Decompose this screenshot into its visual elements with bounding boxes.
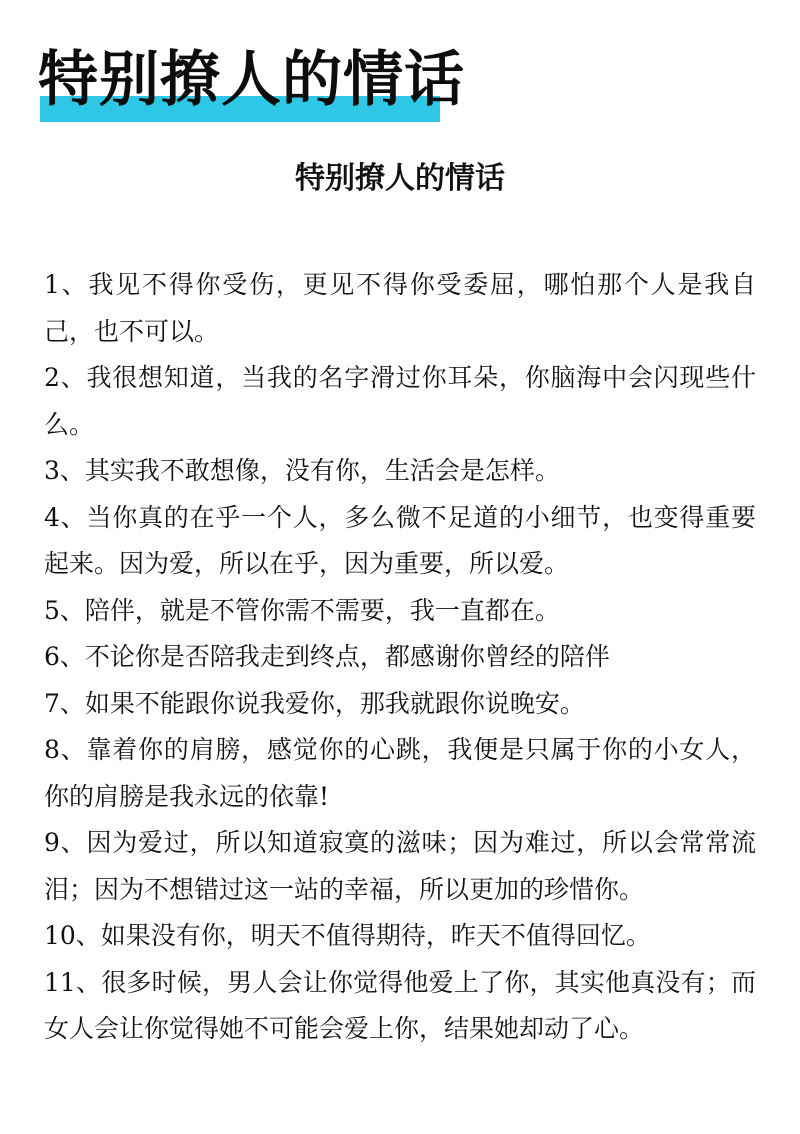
- list-item: 4、当你真的在乎一个人，多么微不足道的小细节，也变得重要起来。因为爱，所以在乎，因为重要，所以爱。: [44, 502, 756, 578]
- list-item: 5、陪伴，就是不管你需不需要，我一直都在。: [44, 595, 560, 625]
- list-item: 6、不论你是否陪我走到终点，都感谢你曾经的陪伴: [44, 642, 610, 671]
- list-item: 3、其实我不敢想像，没有你，生活会是怎样。: [44, 456, 560, 485]
- banner: [38, 44, 465, 128]
- document-title: 特别撩人的情话: [295, 161, 505, 196]
- list-item: 10、如果没有你，明天不值得期待，昨天不值得回忆。: [44, 921, 651, 950]
- list-item: 11、很多时候，男人会让你觉得他爱上了你，其实他真没有；而女人会让你觉得她不可能会爱上你，结果她却动了心。: [44, 967, 756, 1043]
- list-item: 2、我很想知道，当我的名字滑过你耳朵，你脑海中会闪现些什么。: [44, 363, 756, 439]
- list-item: 1、我见不得你受伤，更见不得你受委屈，哪怕那个人是我自己，也不可以。: [44, 270, 756, 346]
- list-item: 8、靠着你的肩膀，感觉你的心跳，我便是只属于你的小女人，你的肩膀是我永远的依靠!: [44, 735, 756, 811]
- banner-title: 特别撩人的情话: [38, 45, 465, 115]
- list-item: 9、因为爱过，所以知道寂寞的滋味；因为难过，所以会常常流泪；因为不想错过这一站的幸福，所以更加的珍惜你。: [44, 828, 756, 904]
- list-item: 7、如果不能跟你说我爱你，那我就跟你说晚安。: [44, 688, 585, 718]
- document-body: [44, 262, 756, 1053]
